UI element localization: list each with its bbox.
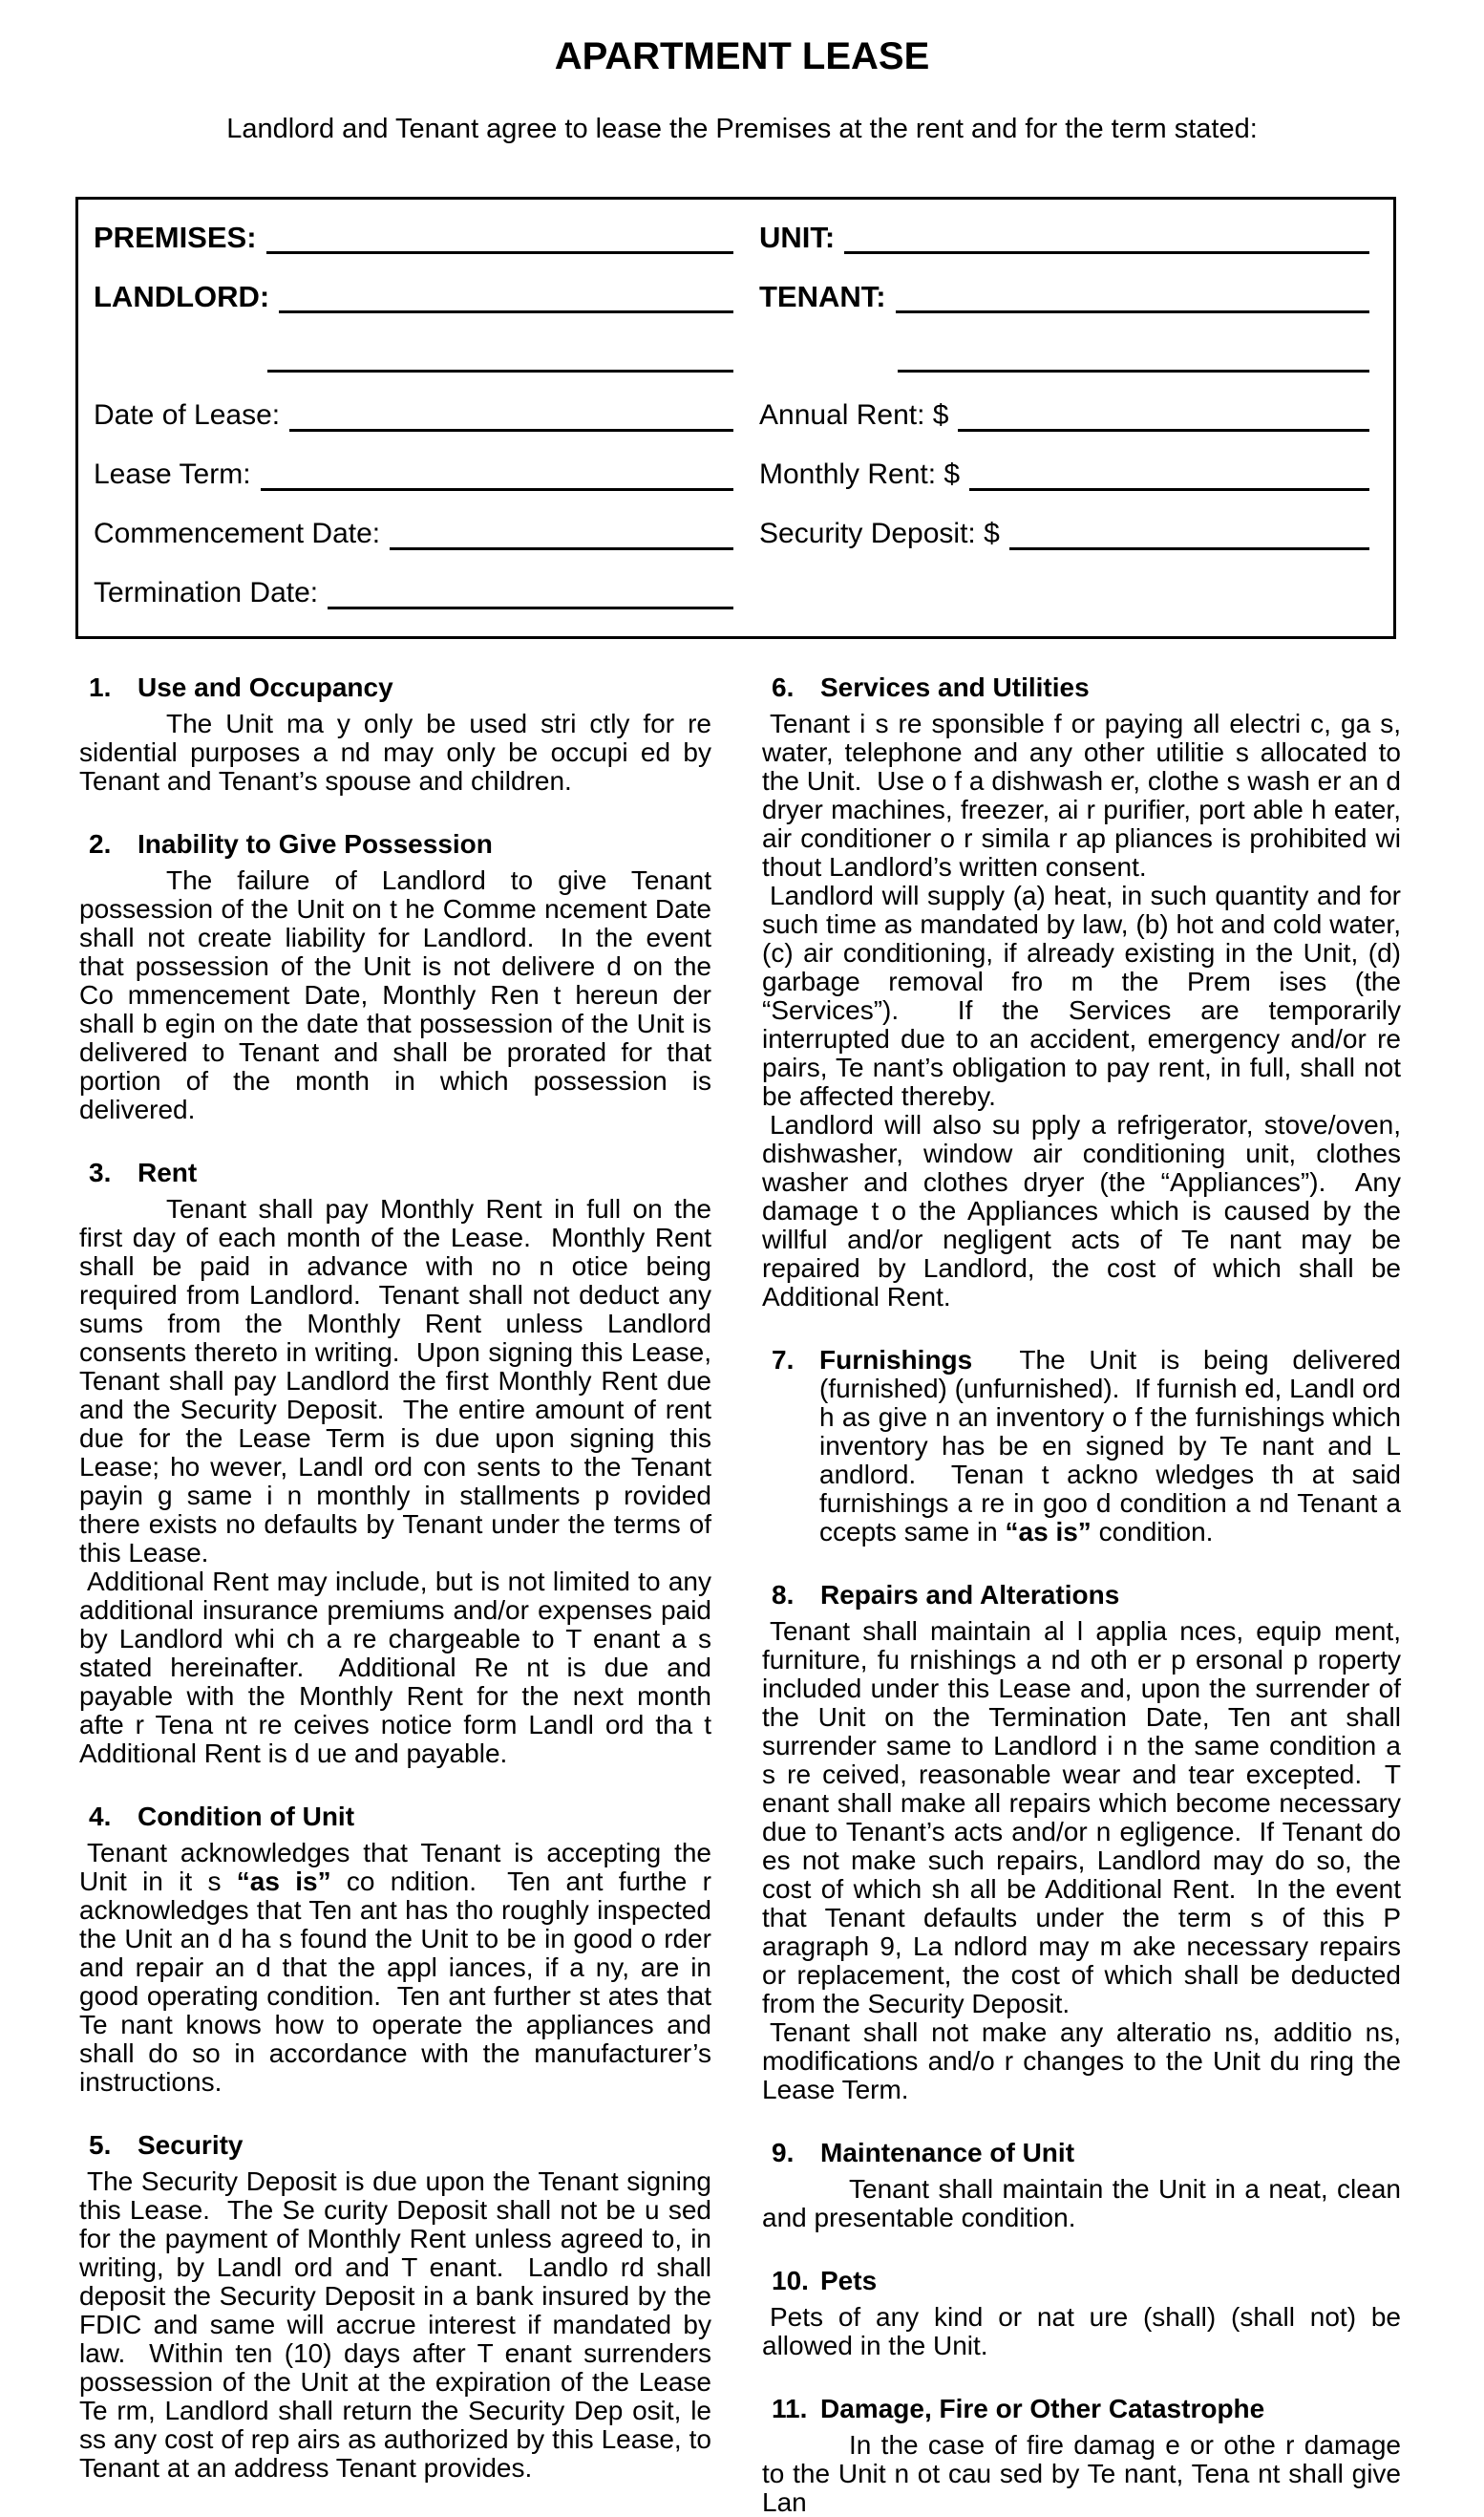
- annual-rent-cell: [759, 399, 1369, 432]
- section-heading: [89, 2131, 711, 2160]
- section-use-and-occupancy: [79, 673, 711, 796]
- monthly-rent-cell: [759, 459, 1369, 491]
- section-number: 7.: [772, 1345, 795, 1375]
- section-paragraph: Tenant shall maintain the Unit in a neat, clean and presentable condition.: [762, 2174, 1401, 2232]
- section-pets: [762, 2267, 1401, 2360]
- section-paragraph: Pets of any kind or nat ure (shall) (shall not) be allowed in the Unit.: [762, 2302, 1401, 2360]
- section-paragraph: Landlord will also su pply a refrigerator, stove/oven, dishwasher, window air conditioning unit, clothes washer and clothes dryer (the “Appliances”). Any damage t o the Appliances which is caused by the willful and/or negligent acts of Te nant may be repaired by Landlord, the cost of which shall be Additional Rent.: [762, 1110, 1401, 1312]
- section-repairs-and-alterations: [762, 1581, 1401, 2104]
- section-number: 2.: [89, 829, 112, 859]
- section-maintenance-of-unit: [762, 2139, 1401, 2232]
- form-row-address-continuation: [94, 313, 1369, 373]
- security-deposit-label: Security Deposit: $: [759, 518, 1000, 549]
- section-heading: [772, 1581, 1401, 1610]
- form-row-term-monthly: [94, 432, 1369, 491]
- landlord-input-line[interactable]: [279, 309, 733, 313]
- section-furnishings: [762, 1346, 1401, 1546]
- termination-date-label: Termination Date:: [94, 577, 319, 608]
- section-number: 11.: [772, 2394, 808, 2423]
- section-title: Damage, Fire or Other Catastrophe: [820, 2394, 1265, 2423]
- premises-label: PREMISES:: [94, 221, 257, 254]
- tenant-cell: [759, 281, 1369, 313]
- section-number: 9.: [772, 2138, 795, 2167]
- commencement-date-input-line[interactable]: [390, 546, 733, 550]
- section-paragraph: The Unit ma y only be used stri ctly for re sidential purposes a nd may only be occupi ed by Tenant and Tenant’s spouse and children.: [79, 709, 711, 796]
- section-heading: [772, 673, 1401, 702]
- left-column: [79, 639, 711, 2517]
- premises-input-line[interactable]: [266, 250, 733, 254]
- right-column: [762, 639, 1401, 2517]
- section-paragraph: Tenant i s re sponsible f or paying all electri c, ga s, water, telephone and any other utilitie s allocated to the Unit. Use o f a dishwash er, clothe s wash er an d dryer machines, freezer, ai r purifier, port able h eater, air conditioner o r simila r ap pliances is prohibited wi thout Landlord’s written consent.: [762, 709, 1401, 882]
- section-number: 6.: [772, 672, 795, 702]
- section-number: 4.: [89, 1802, 112, 1831]
- as-is-bold: “as is”: [236, 1866, 331, 1896]
- monthly-rent-input-line[interactable]: [969, 487, 1369, 491]
- annual-rent-input-line[interactable]: [958, 428, 1369, 432]
- date-of-lease-cell: [94, 399, 733, 432]
- form-row-commencement-deposit: [94, 491, 1369, 550]
- section-number: 1.: [89, 672, 112, 702]
- unit-label: UNIT:: [759, 221, 836, 254]
- tenant-continuation-cell: [759, 369, 1369, 373]
- annual-rent-label: Annual Rent: $: [759, 399, 949, 431]
- tenant-input-line[interactable]: [896, 309, 1369, 313]
- section-paragraph: 7. Furnishings The Unit is being delivered (furnished) (unfurnished). If furnish ed, Landl ord h as give n an inventory o f the furnishings which inventory has be en signed by Te nant and L andlord. Tenan t ackno wledges th at said furnishings a re in goo d condition a nd Tenant a ccepts same in “as is” condition.: [772, 1345, 1401, 1546]
- landlord-input-line-2[interactable]: [267, 369, 733, 373]
- section-title: Inability to Give Possession: [138, 829, 493, 859]
- date-of-lease-label: Date of Lease:: [94, 399, 281, 431]
- page-title: APARTMENT LEASE: [554, 35, 930, 77]
- section-paragraph: Tenant acknowledges that Tenant is accepting the Unit in it s “as is” co ndition. Ten ant furthe r acknowledges that Ten ant has tho roughly inspected the Unit an d ha s found the Unit to be in good o rder and repair an d that the appl iances, if a ny, are in good operating condition. Ten ant further st ates that Te nant knows how to operate the appliances and shall do so in accordance with the manufacturer’s instructions.: [79, 1838, 711, 2097]
- lease-form-box: [75, 197, 1396, 639]
- section-title: Maintenance of Unit: [820, 2138, 1075, 2167]
- termination-date-input-line[interactable]: [328, 606, 733, 609]
- section-paragraph: Landlord will supply (a) heat, in such quantity and for such time as mandated by law, (b) hot and cold water, (c) air conditioning, if already existing in the Unit, (d) garbage removal fro m the Prem ises (the “Services”). If the Services are temporarily interrupted due to an accident, emergency and/or re pairs, Te nant’s obligation to pay rent, in full, shall not be affected thereby.: [762, 881, 1401, 1111]
- section-title: Repairs and Alterations: [820, 1580, 1120, 1610]
- commencement-date-label: Commencement Date:: [94, 518, 381, 549]
- section-number: 5.: [89, 2130, 112, 2160]
- section-heading: [772, 2267, 1401, 2295]
- termination-date-cell: [94, 577, 733, 609]
- section-paragraph: The Security Deposit is due upon the Tenant signing this Lease. The Se curity Deposit shall not be u sed for the payment of Monthly Rent unless agreed to, in writing, by Landl ord and T enant. Landlo rd shall deposit the Security Deposit in a bank insured by the FDIC and same will accrue interest if mandated by law. Within ten (10) days after T enant surrenders possession of the Unit at the expiration of the Lease Te rm, Landlord shall return the Security Dep osit, le ss any cost of rep airs as authorized by this Lease, to Tenant at an address Tenant provides.: [79, 2166, 711, 2483]
- commencement-date-cell: [94, 518, 733, 550]
- as-is-bold: “as is”: [1005, 1517, 1092, 1546]
- section-condition-of-unit: [79, 1802, 711, 2097]
- section-paragraph: The failure of Landlord to give Tenant possession of the Unit on t he Comme ncement Date shall not create liability for Landlord. In the event that possession of the Unit is not delivere d on the Co mmencement Date, Monthly Ren t hereun der shall b egin on the date that possession of the Unit is delivered to Tenant and shall be prorated for that portion of the month in which possession is delivered.: [79, 865, 711, 1124]
- section-number: 8.: [772, 1580, 795, 1610]
- section-heading: [89, 1159, 711, 1187]
- section-title: Condition of Unit: [138, 1802, 355, 1831]
- section-paragraph: Tenant shall maintain al l applia nces, equip ment, furniture, fu rnishings a nd oth er p ersonal p roperty included under this Lease and, upon the surrender of the Unit on the Termination Date, Ten ant shall surrender same to Landlord i n the same condition a s re ceived, reasonable wear and tear excepted. T enant shall make all repairs which become necessary due to Tenant’s acts and/or n egligence. If Tenant do es not make such repairs, Landlord may do so, the cost of which sh all be Additional Rent. In the event that Tenant defaults under the term s of this P aragraph 9, La ndlord may m ake necessary repairs or replacement, the cost of which shall be deducted from the Security Deposit.: [762, 1616, 1401, 2018]
- section-inability-to-give-possession: [79, 830, 711, 1124]
- premises-cell: [94, 222, 733, 254]
- unit-cell: [759, 222, 1369, 254]
- lease-term-label: Lease Term:: [94, 459, 251, 490]
- section-damage-fire-catastrophe: [762, 2395, 1401, 2517]
- section-heading: [89, 830, 711, 859]
- section-title: Use and Occupancy: [138, 672, 393, 702]
- lease-term-cell: [94, 459, 733, 491]
- section-title: Security: [138, 2130, 244, 2160]
- form-row-landlord-tenant: [94, 254, 1369, 313]
- section-paragraph: In the case of fire damag e or othe r damage to the Unit n ot cau sed by Te nant, Tena nt shall give Lan: [762, 2430, 1401, 2517]
- section-paragraph: Tenant shall not make any alteratio ns, additio ns, modifications and/o r changes to the Unit du ring the Lease Term.: [762, 2017, 1401, 2104]
- tenant-label: TENANT:: [759, 280, 886, 313]
- landlord-continuation-cell: [94, 369, 733, 373]
- unit-input-line[interactable]: [844, 250, 1369, 254]
- section-title: Services and Utilities: [820, 672, 1090, 702]
- section-heading: [772, 2139, 1401, 2167]
- section-number: 3.: [89, 1158, 112, 1187]
- section-title: Pets: [820, 2266, 878, 2295]
- form-row-date-annual: [94, 373, 1369, 432]
- section-rent: [79, 1159, 711, 1768]
- section-heading: [772, 2395, 1401, 2423]
- form-row-premises-unit: [94, 200, 1369, 254]
- security-deposit-input-line[interactable]: [1009, 546, 1369, 550]
- landlord-label: LANDLORD:: [94, 280, 270, 313]
- page-subtitle: Landlord and Tenant agree to lease the Premises at the rent and for the term stated:: [226, 114, 1258, 144]
- lease-document-page: [0, 34, 1484, 2517]
- date-of-lease-input-line[interactable]: [289, 428, 733, 432]
- lease-term-input-line[interactable]: [261, 487, 733, 491]
- section-heading: [89, 1802, 711, 1831]
- landlord-cell: [94, 281, 733, 313]
- section-paragraph: Tenant shall pay Monthly Rent in full on the first day of each month of the Lease. Monthly Rent shall be paid in advance with no n otice being required from Landlord. Tenant shall not deduct any sums from the Monthly Rent unless Landlord consents thereto in writing. Upon signing this Lease, Tenant shall pay Landlord the first Monthly Rent due and the Security Deposit. The entire amount of rent due for the Lease Term is due upon signing this Lease; ho wever, Landl ord con sents to the Tenant payin g same i n monthly in stallments p rovided there exists no defaults by Tenant under the terms of this Lease.: [79, 1194, 711, 1568]
- tenant-input-line-2[interactable]: [898, 369, 1369, 373]
- section-services-and-utilities: [762, 673, 1401, 1312]
- clauses-area: [79, 639, 1484, 2517]
- section-number: 10.: [772, 2266, 809, 2295]
- security-deposit-cell: [759, 518, 1369, 550]
- monthly-rent-label: Monthly Rent: $: [759, 459, 961, 490]
- form-row-termination: [94, 550, 1369, 609]
- section-title: Rent: [138, 1158, 198, 1187]
- section-title: Furnishings: [819, 1345, 973, 1375]
- section-security: [79, 2131, 711, 2483]
- section-heading: [89, 673, 711, 702]
- section-paragraph: Additional Rent may include, but is not limited to any additional insurance premiums and/or expenses paid by Landlord whi ch a re chargeable to T enant a s stated hereinafter. Additional Re nt is due and payable with the Monthly Rent for the next month afte r Tena nt re ceives notice form Landl ord tha t Additional Rent is d ue and payable.: [79, 1567, 711, 1768]
